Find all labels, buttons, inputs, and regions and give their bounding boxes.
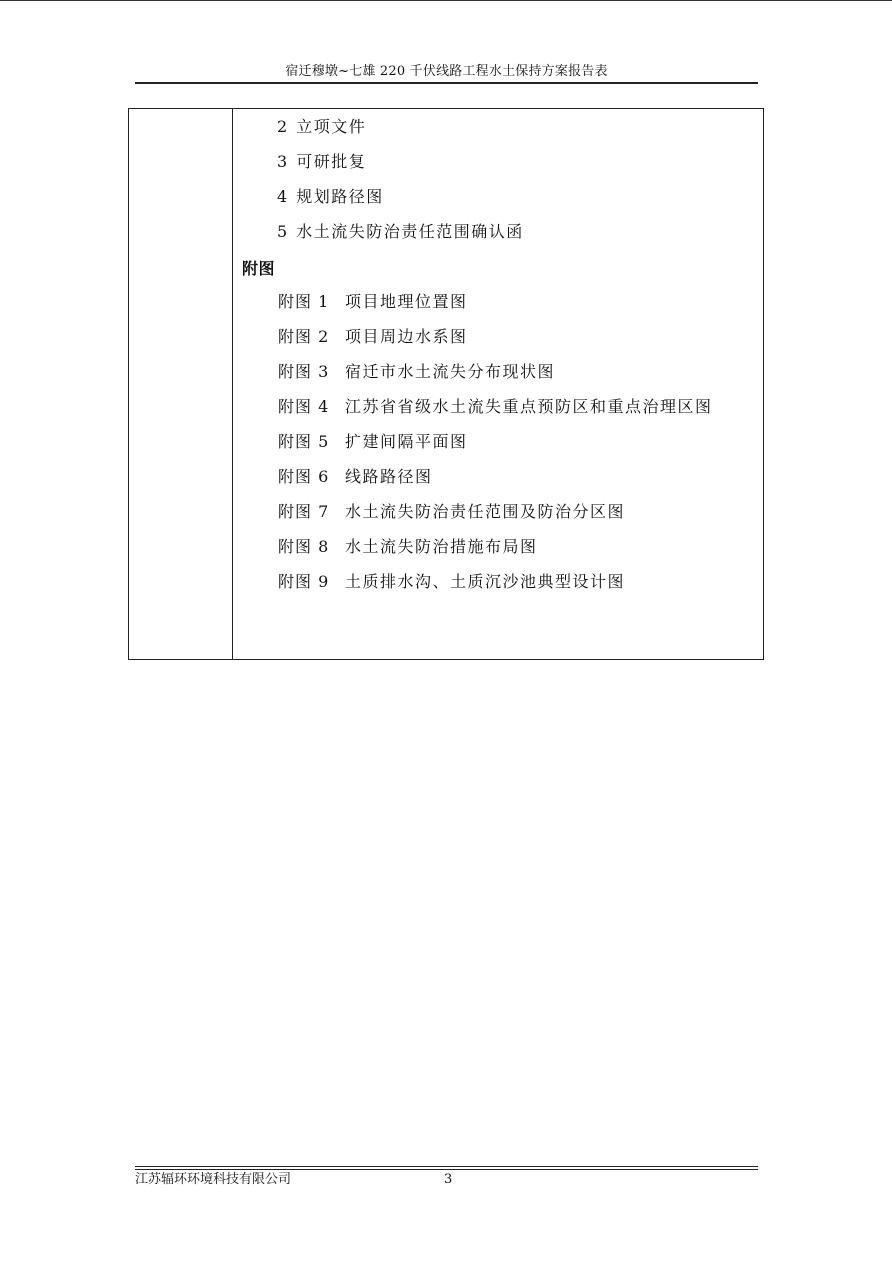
figure-title: 扩建间隔平面图 [345,432,468,451]
figure-label: 附图 8 [278,537,330,556]
document-header-title: 宿迁穆墩~七雄 220 千伏线路工程水土保持方案报告表 [285,64,608,79]
footer-company-name: 江苏辐环环境科技有限公司 [135,1172,292,1187]
figure-item [278,292,468,312]
figure-title: 项目地理位置图 [345,292,468,311]
figure-label: 附图 5 [278,432,330,451]
attachment-item [277,152,366,172]
page-number: 3 [444,1172,453,1187]
figure-item [278,572,625,592]
figure-item [278,537,538,557]
attachment-text: 水土流失防治责任范围确认函 [296,222,524,241]
figure-item [278,502,625,522]
attachment-item [277,117,366,137]
figure-title: 水土流失防治责任范围及防治分区图 [345,502,626,521]
attachment-number: 4 [277,187,288,206]
figure-title: 项目周边水系图 [345,327,468,346]
figure-label: 附图 4 [278,397,330,416]
attachment-item [277,187,384,207]
figure-label: 附图 2 [278,327,330,346]
figure-label: 附图 7 [278,502,330,521]
figure-item [278,432,468,452]
figure-title: 土质排水沟、土质沉沙池典型设计图 [345,572,626,591]
footer-rule [135,1166,758,1170]
attachment-item [277,222,524,242]
attachment-number: 2 [277,117,288,136]
figure-label: 附图 6 [278,467,330,486]
attachment-text: 可研批复 [296,152,367,171]
figure-title: 江苏省省级水土流失重点预防区和重点治理区图 [345,397,713,416]
figure-label: 附图 9 [278,572,330,591]
figure-item [278,467,433,487]
figure-title: 线路路径图 [345,467,433,486]
attachments-table [128,108,764,660]
table-column-divider [232,109,233,659]
attachment-number: 3 [277,152,288,171]
attachment-text: 立项文件 [296,117,367,136]
attachment-text: 规划路径图 [296,187,384,206]
figure-item [278,397,713,417]
header-rule [135,82,758,84]
figures-heading: 附图 [242,259,276,278]
figure-title: 宿迁市水土流失分布现状图 [345,362,556,381]
figure-title: 水土流失防治措施布局图 [345,537,538,556]
page-top-border [0,0,892,1]
figure-label: 附图 1 [278,292,330,311]
figure-item [278,327,468,347]
figure-item [278,362,555,382]
attachment-number: 5 [277,222,288,241]
figure-label: 附图 3 [278,362,330,381]
